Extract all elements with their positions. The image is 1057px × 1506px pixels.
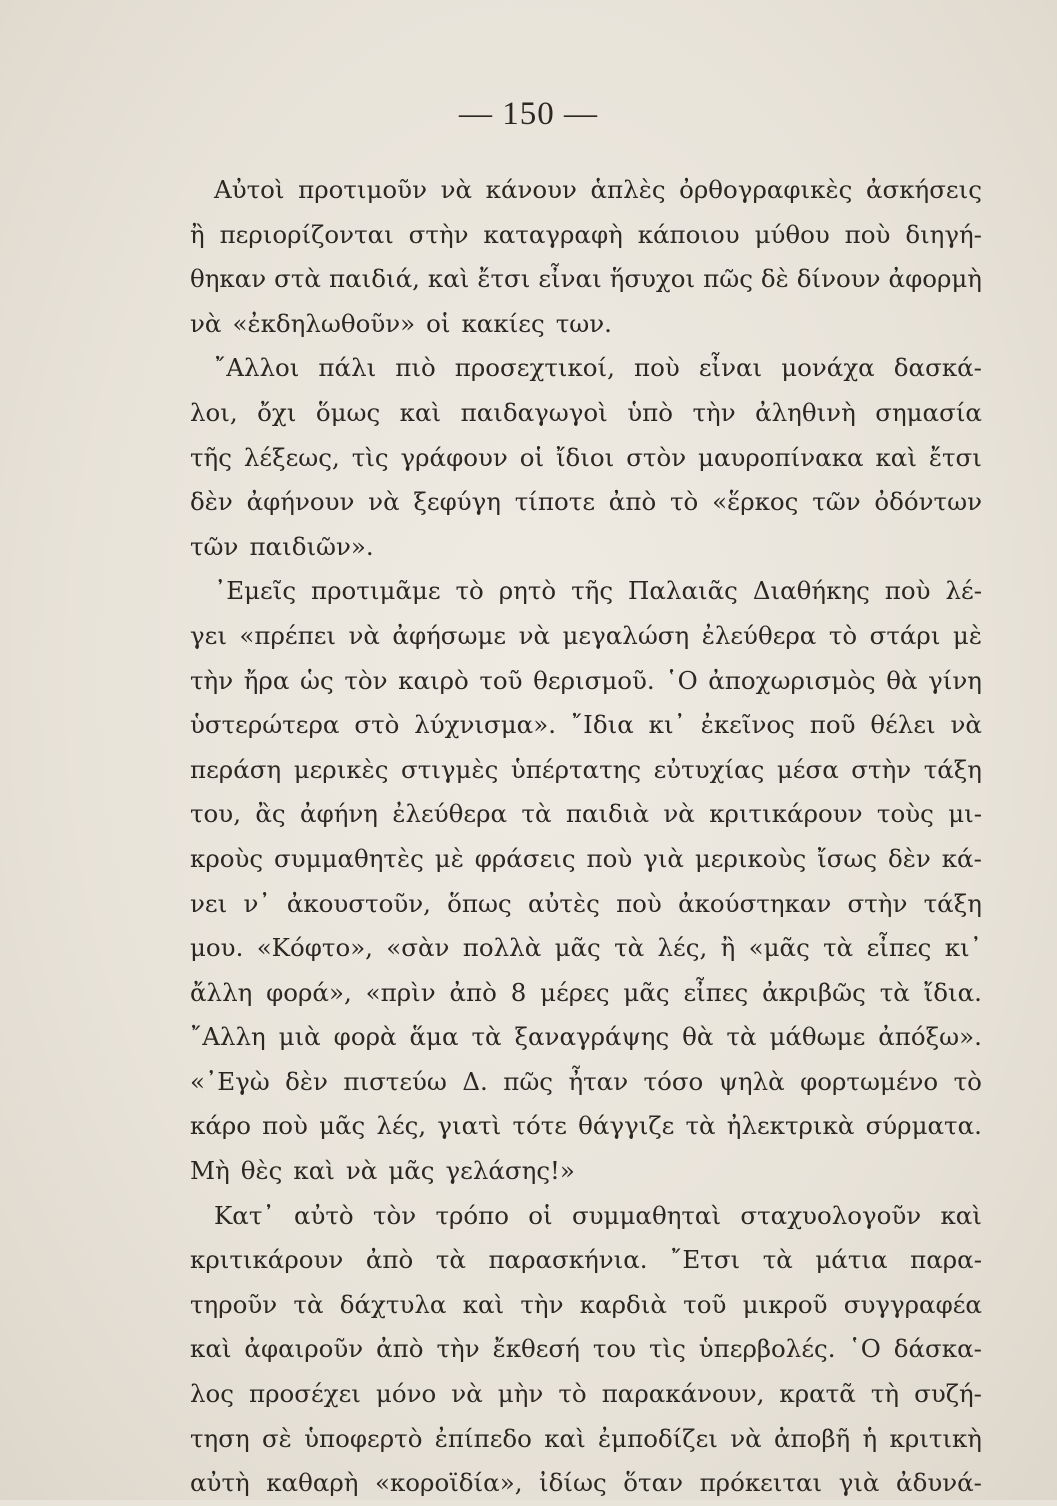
text-line: ἢ περιορίζονται στὴν καταγραφὴ κάποιου μύθου ποὺ διηγή- (190, 219, 982, 249)
text-line: του, ἂς ἀφήνη ἐλεύθερα τὰ παιδιὰ νὰ κριτικάρουν τοὺς μι- (190, 799, 982, 829)
text-line: περάση μερικὲς στιγμὲς ὑπέρτατης εὐτυχίας μέσα στὴν τάξη (190, 754, 982, 784)
text-line: λοι, ὄχι ὅμως καὶ παιδαγωγοὶ ὑπὸ τὴν ἀληθινὴ σημασία (190, 397, 982, 427)
text-line: λος προσέχει μόνο νὰ μὴν τὸ παρακάνουν, κρατᾶ τὴ συζή- (190, 1379, 982, 1409)
body-text (190, 168, 982, 1506)
page-number: — 150 — (459, 96, 598, 132)
text-line: νὰ «ἐκδηλωθοῦν» οἱ κακίες των. (190, 308, 612, 338)
text-line: τὴν ἤρα ὡς τὸν καιρὸ τοῦ θερισμοῦ. ῾Ο ἀποχωρισμὸς θὰ γίνη (190, 665, 982, 695)
text-line: νει ν᾿ ἀκουστοῦν, ὅπως αὐτὲς ποὺ ἀκούστηκαν στὴν τάξη (190, 888, 982, 918)
text-line: ῎Αλλη μιὰ φορὰ ἅμα τὰ ξαναγράψης θὰ τὰ μάθωμε ἀπόξω». (190, 1022, 982, 1052)
text-line: ᾿Εμεῖς προτιμᾶμε τὸ ρητὸ τῆς Παλαιᾶς Διαθήκης ποὺ λέ- (214, 576, 982, 606)
text-line: κάρο ποὺ μᾶς λές, γιατὶ τότε θάγγιζε τὰ ἠλεκτρικὰ σύρματα. (190, 1111, 982, 1141)
text-line: μου. «Κόφτο», «σὰν πολλὰ μᾶς τὰ λές, ἢ «μᾶς τὰ εἶπες κι᾿ (190, 933, 982, 963)
text-line: Αὐτοὶ προτιμοῦν νὰ κάνουν ἁπλὲς ὀρθογραφικὲς ἀσκήσεις (214, 175, 982, 204)
text-line: τῆς λέξεως, τὶς γράφουν οἱ ἴδιοι στὸν μαυροπίνακα καὶ ἔτσι (190, 442, 982, 472)
text-line: δὲν ἀφήνουν νὰ ξεφύγη τίποτε ἀπὸ τὸ «ἕρκος τῶν ὀδόντων (190, 487, 982, 517)
text-line: κριτικάρουν ἀπὸ τὰ παρασκήνια. ῎Ετσι τὰ μάτια παρα- (190, 1245, 982, 1275)
text-line: Μὴ θὲς καὶ νὰ μᾶς γελάσης!» (190, 1156, 575, 1186)
text-line: ὑστερώτερα στὸ λύχνισμα». ῎Ιδια κι᾿ ἐκεῖνος ποῦ θέλει νὰ (190, 710, 982, 740)
text-line: κροὺς συμμαθητὲς μὲ φράσεις ποὺ γιὰ μερικοὺς ἴσως δὲν κά- (190, 843, 982, 873)
text-line: θηκαν στὰ παιδιά, καὶ ἔτσι εἶναι ἥσυχοι πῶς δὲ δίνουν ἀφορμὴ (190, 264, 982, 294)
text-line: «᾿Εγὼ δὲν πιστεύω Δ. πῶς ἦταν τόσο ψηλὰ φορτωμένο τὸ (190, 1066, 982, 1096)
text-line: γει «πρέπει νὰ ἀφήσωμε νὰ μεγαλώση ἐλεύθερα τὸ στάρι μὲ (190, 620, 982, 650)
text-line: αὐτὴ καθαρὴ «κοροϊδία», ἰδίως ὅταν πρόκειται γιὰ ἀδυνά- (190, 1468, 982, 1498)
text-line: ἄλλη φορά», «πρὶν ἀπὸ 8 μέρες μᾶς εἶπες ἀκριβῶς τὰ ἴδια. (190, 977, 982, 1007)
text-line: Κατ᾿ αὐτὸ τὸν τρόπο οἱ συμμαθηταὶ σταχυολογοῦν καὶ (214, 1200, 982, 1230)
text-line: τῶν παιδιῶν». (190, 531, 374, 561)
text-line: τηροῦν τὰ δάχτυλα καὶ τὴν καρδιὰ τοῦ μικροῦ συγγραφέα (190, 1289, 982, 1319)
text-line: ῎Αλλοι πάλι πιὸ προσεχτικοί, ποὺ εἶναι μονάχα δασκά- (214, 353, 982, 383)
text-line: καὶ ἀφαιροῦν ἀπὸ τὴν ἔκθεσή του τὶς ὑπερβολές. ῾Ο δάσκα- (190, 1334, 982, 1364)
text-line: τηση σὲ ὑποφερτὸ ἐπίπεδο καὶ ἐμποδίζει νὰ ἀποβῆ ἡ κριτικὴ (190, 1423, 982, 1453)
